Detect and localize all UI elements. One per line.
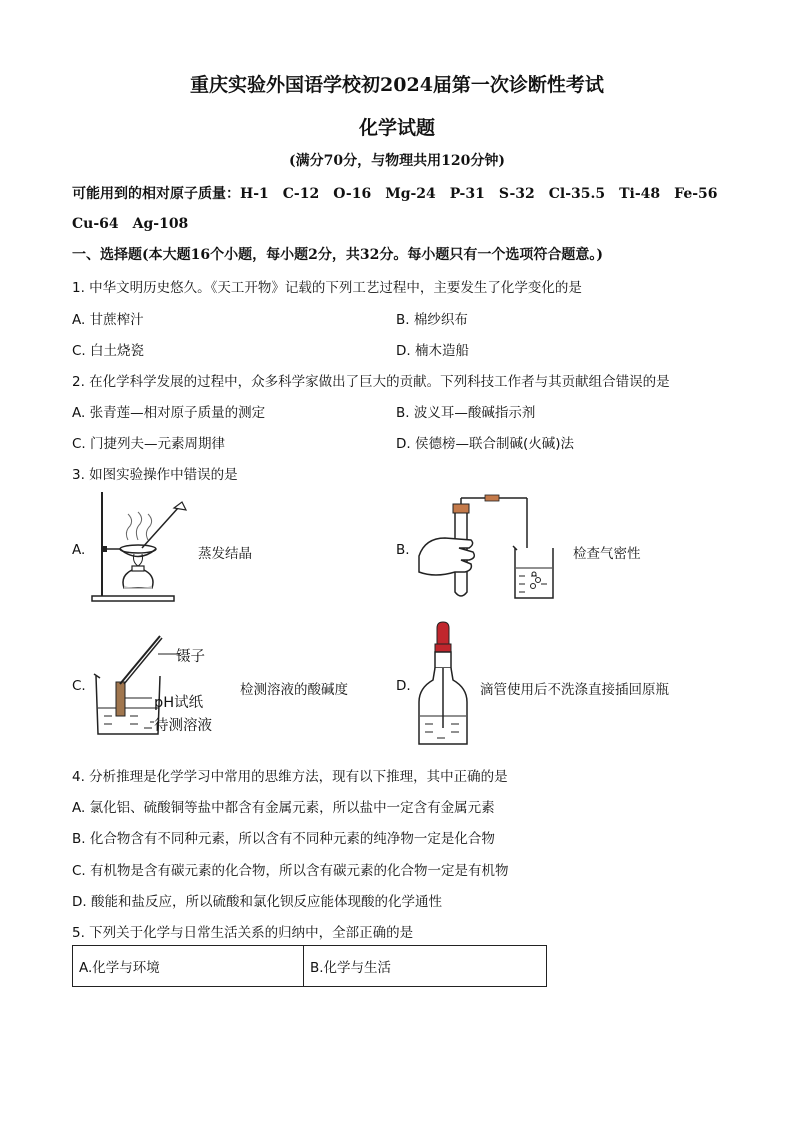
table-row: [73, 946, 547, 987]
q3-option-b-letter: B.: [396, 542, 410, 558]
q2-option-d: D. 侯德榜—联合制碱(火碱)法: [396, 436, 575, 452]
q2-option-a: A. 张青莲—相对原子质量的测定: [72, 405, 266, 421]
exam-subtitle: 化学试题: [358, 117, 435, 139]
q5-table: [72, 945, 547, 987]
q3-option-a-caption: 蒸发结晶: [198, 546, 252, 562]
section-heading: 一、选择题(本大题16个小题，每小题2分，共32分。每小题只有一个选项符合题意。): [72, 247, 603, 263]
q3-option-d-letter: D.: [396, 678, 411, 694]
q3-option-b-caption: 检查气密性: [573, 546, 641, 562]
q1-option-b: B. 棉纱织布: [396, 312, 468, 328]
tweezers-label: 镊子: [176, 649, 205, 665]
q4-option-a: A. 氯化铝、硫酸铜等盐中都含有金属元素，所以盐中一定含有金属元素: [72, 800, 495, 816]
q4-option-c: C. 有机物是含有碳元素的化合物，所以含有碳元素的化合物一定是有机物: [72, 863, 509, 879]
q2-option-b: B. 波义耳—酸碱指示剂: [396, 405, 536, 421]
q2-stem: 2. 在化学科学发展的过程中，众多科学家做出了巨大的贡献。下列科技工作者与其贡献组合错误的是: [72, 374, 670, 390]
ph-paper-label: pH试纸: [154, 695, 204, 711]
q5-stem: 5. 下列关于化学与日常生活关系的归纳中，全部正确的是: [72, 925, 414, 941]
q4-stem: 4. 分析推理是化学学习中常用的思维方法，现有以下推理，其中正确的是: [72, 769, 508, 785]
atomic-mass-line2: Cu-64 Ag-108: [72, 216, 189, 232]
q3-option-a-letter: A.: [72, 542, 86, 558]
q1-option-a: A. 甘蔗榨汁: [72, 312, 144, 328]
dropper-bottle-figure: [415, 622, 475, 748]
evaporation-apparatus-figure: [88, 490, 193, 605]
q3-option-c-letter: C.: [72, 678, 86, 694]
q3-option-c-caption: 检测溶液的酸碱度: [240, 682, 348, 698]
q2-option-c: C. 门捷列夫—元素周期律: [72, 436, 226, 452]
exam-title: 重庆实验外国语学校初2024届第一次诊断性考试: [190, 74, 604, 96]
airtightness-check-figure: [415, 494, 575, 604]
table-header-cell: B.化学与生活: [304, 946, 547, 987]
q1-option-d: D. 楠木造船: [396, 343, 469, 359]
q1-option-c: C. 白土烧瓷: [72, 343, 145, 359]
table-header-cell: A.化学与环境: [73, 946, 304, 987]
q3-option-d-caption: 滴管使用后不洗涤直接插回原瓶: [480, 682, 669, 698]
q3-stem: 3. 如图实验操作中错误的是: [72, 467, 238, 483]
q1-stem: 1. 中华文明历史悠久。《天工开物》记载的下列工艺过程中，主要发生了化学变化的是: [72, 280, 582, 296]
exam-note: (满分70分，与物理共用120分钟): [289, 153, 505, 169]
test-solution-label: 待测溶液: [154, 718, 212, 734]
atomic-mass-line1: 可能用到的相对原子质量：H-1 C-12 O-16 Mg-24 P-31 S-32 Cl-35.5 Ti-48 Fe-56: [72, 186, 718, 202]
q4-option-b: B. 化合物含有不同种元素，所以含有不同种元素的纯净物一定是化合物: [72, 831, 495, 847]
q4-option-d: D. 酸能和盐反应，所以硫酸和氯化钡反应能体现酸的化学通性: [72, 894, 442, 910]
